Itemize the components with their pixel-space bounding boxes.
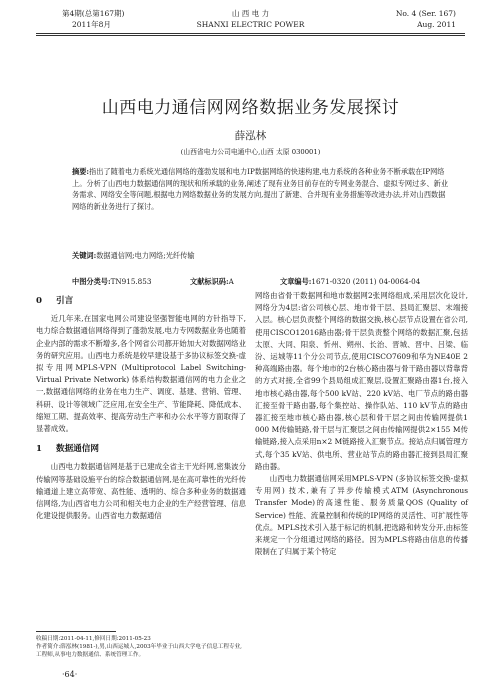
clc-value: TN915.853 [110, 277, 152, 286]
header-rule-thin [36, 35, 465, 36]
section-heading [36, 295, 246, 307]
doc-code-label: 文献标识码: [190, 277, 229, 286]
received-date: 收稿日期:2011-04-11,修回日期:2011-05-23 [36, 636, 151, 642]
section-heading [36, 443, 246, 455]
article-number-value: 1671-0320 (2011) 04-0064-04 [311, 277, 421, 286]
paragraph: 山西电力数据通信网采用MPLS-VPN (多协议标签交换-虚拟专用网) 技术,兼有了异步传输模式ATM (Asynchronous Transfer Mode)的高速性能、服务质量QOS (Quality of Service) 性能、流量控制和传统的IP网络的灵活性、可扩展性等优点。MPLS技术引入基于标记的机制,把选路和转发分开,由标签来规定一个分组通过网络的路径。因为MPLS将路由信息的传播限制在了归属于某个特定 [255, 474, 468, 557]
left-column [36, 290, 246, 522]
keywords [72, 250, 452, 262]
footnote [36, 635, 246, 659]
page-number: ·64· [62, 670, 78, 679]
doc-code-value: A [228, 277, 234, 286]
clc-label: 中图分类号: [72, 277, 111, 286]
footnote-rule [36, 631, 116, 632]
section-number: 0 [36, 296, 42, 306]
document-code [190, 277, 234, 287]
journal-name-cn: 山 西 电 力 [231, 9, 270, 18]
article-number [280, 277, 420, 287]
header-rule [36, 33, 465, 34]
keywords-label: 关键词: [72, 251, 97, 260]
issue-number: 第4期(总第167期) [62, 9, 125, 18]
abstract-text: 指出了随着电力系统光通信网络的蓬勃发展和电力IP数据网络的快速构建,电力系统的各种业务不断承载在IP网络上。分析了山西电力数据通信网的现状和所承载的业务,阐述了现有业务目前存在的专网业务混合、虚拟专网过多、新业务需求、网络安全等问题,根据电力网络数据业务的发展方向,提出了新建、合并现有业务措施等改进办法,并对山西数据网络的新业务进行了探讨。 [72, 167, 449, 211]
issue-date-en: Aug. 2011 [417, 20, 456, 29]
article-number-label: 文章编号: [280, 277, 312, 286]
article-title: 山西电力通信网网络数据业务发展探讨 [101, 98, 400, 118]
issue-date: 2011年8月 [72, 20, 111, 29]
author-name: 薛泓林 [234, 130, 267, 142]
journal-name-en: SHANXI ELECTRIC POWER [196, 20, 305, 29]
right-column [255, 290, 468, 558]
section-number: 1 [36, 444, 42, 455]
paragraph: 网络由省骨干数据网和地市数据网2张网络组成,采用层次化设计,网络分为4层:省公司核心层、地市骨干层、县局汇聚层、末端接入层。核心层负责整个网络的数据交换,核心层节点设置在省公司,使用CISCO12016路由器;骨干层负责整个网络的数据汇聚,包括太原、大同、阳泉、忻州、朔州、长治、晋城、晋中、吕梁、临汾、运城等11个分公司节点,使用CISCO7609和华为NE40E 2种高端路由器。每个地市的2台核心路由器与骨干路由器以背靠背的方式对接,全省99个县局组成汇聚层,设置汇聚路由器1台,接入地市核心路由器,每个500 kV站、220 kV站、电厂节点的路由器汇接至骨干路由器,每个集控站、操作队站、110 kV节点的路由器汇接至地市核心路由器,核心层和骨干层之间由传输网提供1 000 M传输链路,骨干层与汇聚层之间由传输网提供2×155 M传输链路,接入点采用n×2 M链路接入汇聚节点。接站点归属管理方式,每个35 kV站、供电所、营业站节点的路由器汇接到县局汇聚路由器。 [255, 291, 468, 471]
journal-issue-en [396, 8, 456, 30]
paragraph: 近几年来,在国家电网公司建设坚强智能电网的方针指导下,电力综合数据通信网络得到了蓬勃发展,电力专网数据业务也随着企业内部的需求不断增多,各个网省公司都开始加大对数据网络业务的研究应用。山西电力系统是较早建设基于多协议标签交换-虚拟专用网MPLS-VPN (Multiprotocol Label Switching-Virtual Private Network) 体系结构数据通信网的电力企业之一,数据通信网络的业务在电力生产、调度、基建、营销、管理、科研、设计等领域广泛应用,在安全生产、节能降耗、降低成本、缩短工期、提高效率、提高劳动生产率和办公水平等方面取得了显著成效。 [36, 314, 246, 434]
paragraph: 山西电力数据通信网是基于已建成全省主干光纤网,密集波分传输网等基础设施平台的综合数据通信网,是在高可靠性的光纤传输通道上建立高带宽、高性能、透明的、综合多种业务的数据通信网络,为山西省电力公司和相关电力企业的生产经营管理、信息化建设提供服务。山西省电力数据通信 [36, 462, 246, 521]
abstract-label: 摘要: [72, 167, 90, 176]
section-title: 数据通信网 [55, 444, 99, 455]
clc-number [72, 277, 151, 287]
author-bio: 作者简介:薛泓林(1981-),男,山西运城人,2003年毕业于山西大学电子信息工程专业,工程师,从事电力数据通信、系统管理工作。 [36, 644, 242, 658]
section-title: 引言 [55, 296, 74, 306]
issue-number-en: No. 4 (Ser. 167) [395, 9, 456, 18]
author-affiliation: (山西省电力公司电通中心,山西 太原 030001) [180, 148, 321, 156]
abstract [72, 166, 452, 212]
keywords-text: 数据通信网;电力网络;光纤传输 [96, 251, 195, 260]
